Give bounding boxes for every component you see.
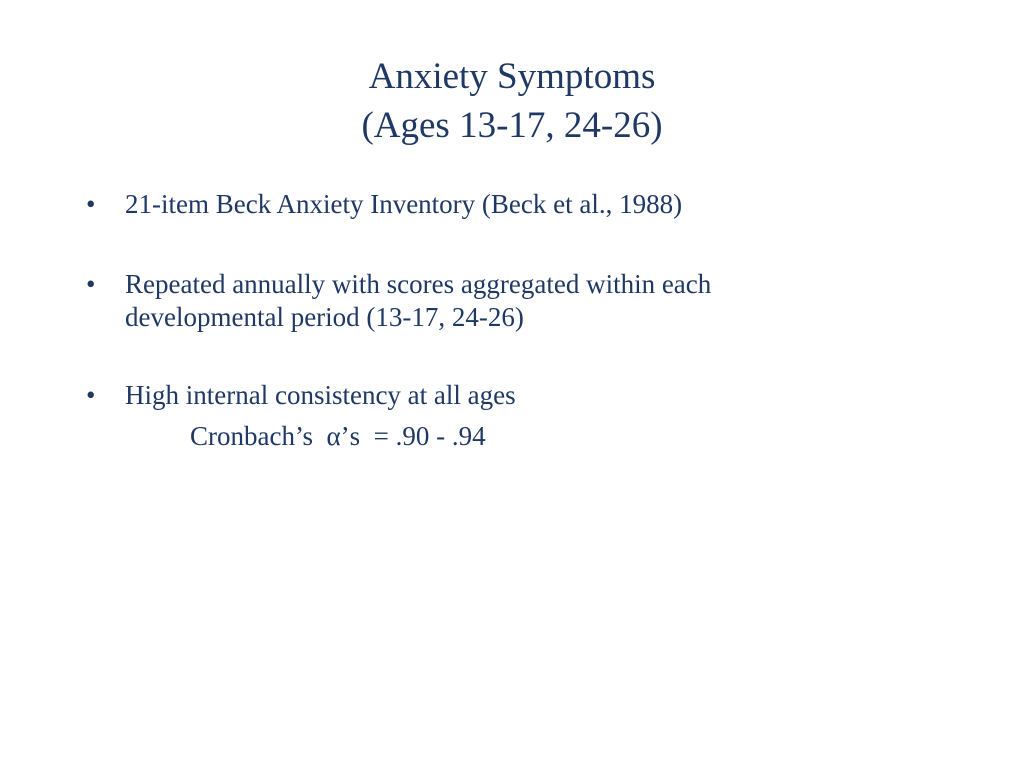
bullet-text-line: 21-item Beck Anxiety Inventory (Beck et al., 1988) <box>125 189 683 219</box>
bullet-text-line: High internal consistency at all ages <box>125 380 516 410</box>
bullet-text <box>125 379 985 412</box>
slide-title <box>0 52 1024 150</box>
bullet-text-line: Repeated annually with scores aggregated within each <box>125 269 712 299</box>
cronbach-alpha-line: Cronbach’s α’s = .90 - .94 <box>190 421 486 451</box>
bullet-symbol: • <box>86 380 96 410</box>
bullet-text <box>125 188 985 221</box>
bullet-symbol: • <box>86 269 96 299</box>
bullet-text-line: developmental period (13-17, 24-26) <box>125 302 524 332</box>
title-line-2: (Ages 13-17, 24-26) <box>361 105 663 146</box>
title-line-1: Anxiety Symptoms <box>368 56 656 97</box>
bullet-text <box>125 268 985 334</box>
bullet-symbol: • <box>86 189 96 219</box>
